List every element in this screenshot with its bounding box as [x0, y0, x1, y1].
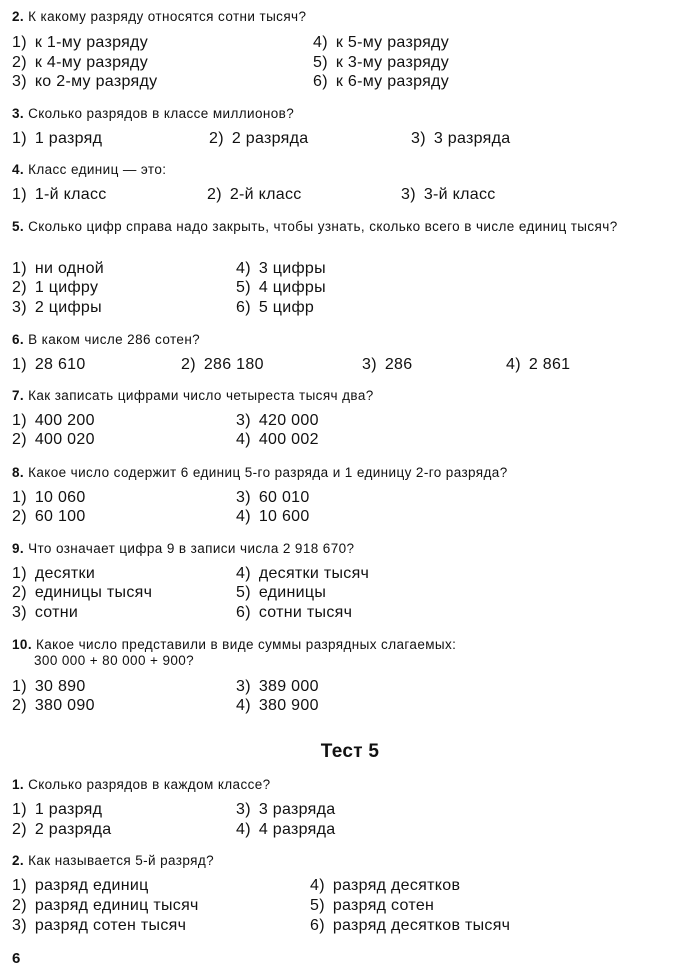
answer-option[interactable]: 4) десятки тысяч — [236, 565, 370, 582]
answer-option[interactable]: 1) ни одной — [12, 260, 105, 277]
answer-option[interactable]: 1) 30 890 — [12, 678, 86, 695]
answer-option[interactable]: 4) 3 цифры — [236, 260, 326, 277]
answer-option[interactable]: 4) 380 900 — [236, 697, 319, 714]
question-2: 2. К какому разряду относятся сотни тысяч? — [12, 9, 307, 24]
answer-option[interactable]: 2) 2-й класс — [207, 186, 302, 203]
answer-option[interactable]: 4) 400 002 — [236, 431, 319, 448]
question-text: Какое число содержит 6 единиц 5-го разряда и 1 единицу 2-го разряда? — [28, 465, 508, 480]
test5-question-1: 1. Сколько разрядов в каждом классе? — [12, 777, 271, 792]
test5-question-2: 2. Как называется 5-й разряд? — [12, 853, 215, 868]
question-8: 8. Какое число содержит 6 единиц 5-го разряда и 1 единицу 2-го разряда? — [12, 465, 508, 480]
question-text: Сколько цифр справа надо закрыть, чтобы узнать, сколько всего в числе единиц тысяч? — [28, 219, 618, 234]
question-expression: 300 000 + 80 000 + 900? — [34, 653, 195, 668]
page-number: 6 — [12, 950, 21, 967]
answer-option[interactable]: 1) 1 разряд — [12, 130, 103, 147]
question-7: 7. Как записать цифрами число четыреста тысяч два? — [12, 388, 374, 403]
answer-option[interactable]: 3) 3 разряда — [236, 801, 336, 818]
question-text: Как называется 5-й разряд? — [28, 853, 215, 868]
answer-option[interactable]: 3) разряд сотен тысяч — [12, 917, 187, 934]
answer-option[interactable]: 2) 380 090 — [12, 697, 95, 714]
answer-option[interactable]: 2) 60 100 — [12, 508, 86, 525]
answer-option[interactable]: 2) к 4-му разряду — [12, 54, 148, 71]
answer-option[interactable]: 2) 2 разряда — [209, 130, 309, 147]
answer-option[interactable]: 2) 1 цифру — [12, 279, 99, 296]
answer-option[interactable]: 3) сотни — [12, 604, 79, 621]
question-4: 4. Класс единиц — это: — [12, 162, 167, 177]
answer-option[interactable]: 4) 2 861 — [506, 356, 571, 373]
answer-option[interactable]: 5) единицы — [236, 584, 327, 601]
answer-option[interactable]: 5) к 3-му разряду — [313, 54, 449, 71]
answer-option[interactable]: 4) к 5-му разряду — [313, 34, 449, 51]
answer-option[interactable]: 6) 5 цифр — [236, 299, 315, 316]
question-text: Что означает цифра 9 в записи числа 2 918 670? — [28, 541, 355, 556]
answer-option[interactable]: 1) 1-й класс — [12, 186, 107, 203]
answer-option[interactable]: 3) ко 2-му разряду — [12, 73, 158, 90]
answer-option[interactable]: 1) 10 060 — [12, 489, 86, 506]
answer-option[interactable]: 3) 286 — [362, 356, 413, 373]
answer-option[interactable]: 4) 10 600 — [236, 508, 310, 525]
answer-option[interactable]: 3) 420 000 — [236, 412, 319, 429]
answer-option[interactable]: 3) 2 цифры — [12, 299, 102, 316]
answer-option[interactable]: 5) разряд сотен — [310, 897, 435, 914]
question-5: 5. Сколько цифр справа надо закрыть, чтобы узнать, сколько всего в числе единиц тысяч? — [12, 219, 618, 234]
question-text: Какое число представили в виде суммы разрядных слагаемых: — [35, 637, 457, 652]
answer-option[interactable]: 2) 400 020 — [12, 431, 95, 448]
answer-option[interactable]: 3) 3-й класс — [401, 186, 496, 203]
answer-option[interactable]: 6) сотни тысяч — [236, 604, 353, 621]
answer-option[interactable]: 1) 400 200 — [12, 412, 95, 429]
answer-option[interactable]: 1) 28 610 — [12, 356, 86, 373]
answer-option[interactable]: 2) разряд единиц тысяч — [12, 897, 199, 914]
question-text: В каком числе 286 сотен? — [28, 332, 201, 347]
answer-option[interactable]: 4) разряд десятков — [310, 877, 461, 894]
question-text: Класс единиц — это: — [28, 162, 167, 177]
answer-option[interactable]: 4) 4 разряда — [236, 821, 336, 838]
question-text: Как записать цифрами число четыреста тысяч два? — [28, 388, 374, 403]
test-title: Тест 5 — [320, 741, 380, 762]
answer-option[interactable]: 2) 286 180 — [181, 356, 264, 373]
answer-option[interactable]: 5) 4 цифры — [236, 279, 326, 296]
question-9: 9. Что означает цифра 9 в записи числа 2 918 670? — [12, 541, 355, 556]
answer-option[interactable]: 2) единицы тысяч — [12, 584, 153, 601]
question-3: 3. Сколько разрядов в классе миллионов? — [12, 106, 295, 121]
answer-option[interactable]: 1) десятки — [12, 565, 96, 582]
answer-option[interactable]: 1) разряд единиц — [12, 877, 149, 894]
question-10: 10. Какое число представили в виде суммы разрядных слагаемых: 300 000 + 80 000 + 900? — [12, 637, 457, 668]
answer-option[interactable]: 3) 3 разряда — [411, 130, 511, 147]
answer-option[interactable]: 6) разряд десятков тысяч — [310, 917, 511, 934]
answer-option[interactable]: 2) 2 разряда — [12, 821, 112, 838]
answer-option[interactable]: 1) к 1-му разряду — [12, 34, 148, 51]
question-text: Сколько разрядов в классе миллионов? — [28, 106, 295, 121]
question-text: К какому разряду относятся сотни тысяч? — [28, 9, 307, 24]
answer-option[interactable]: 1) 1 разряд — [12, 801, 103, 818]
question-text: Сколько разрядов в каждом классе? — [28, 777, 271, 792]
question-6: 6. В каком числе 286 сотен? — [12, 332, 201, 347]
answer-option[interactable]: 3) 389 000 — [236, 678, 319, 695]
answer-option[interactable]: 3) 60 010 — [236, 489, 310, 506]
answer-option[interactable]: 6) к 6-му разряду — [313, 73, 449, 90]
